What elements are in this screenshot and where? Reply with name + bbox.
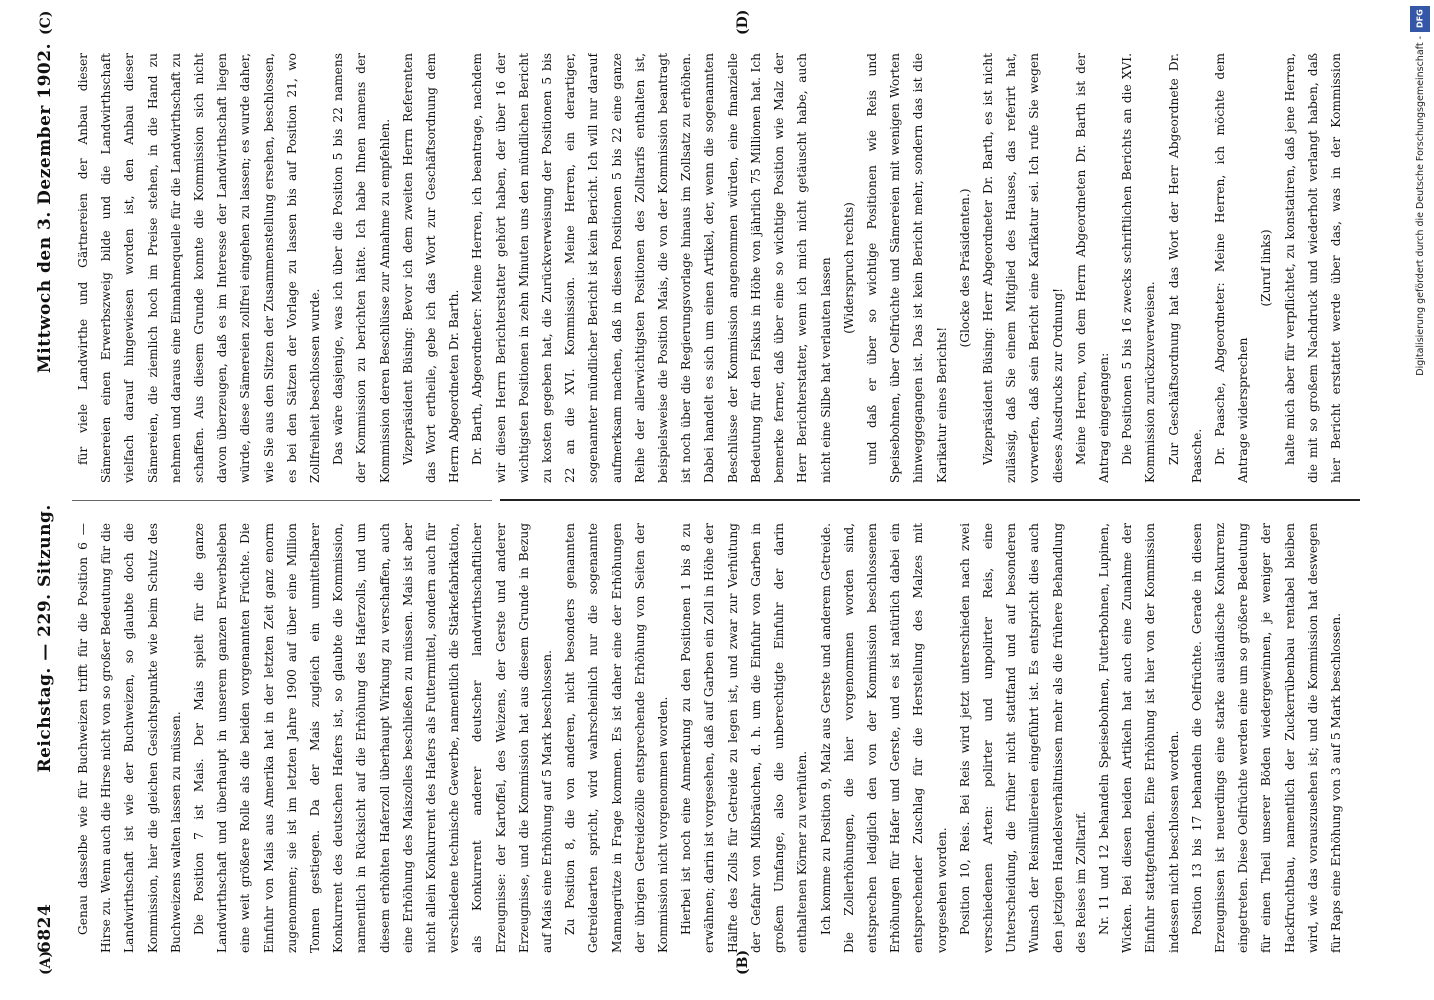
margin-marker-d: (D) bbox=[735, 9, 751, 35]
page-header bbox=[30, 43, 60, 953]
digitization-credit-text: Digitalisierung gefördert durch die Deutsche Forschungsgemeinschaft - bbox=[1414, 36, 1426, 376]
paragraph bbox=[1348, 523, 1352, 953]
right-column bbox=[72, 53, 1352, 483]
rotated-document-page bbox=[0, 9, 1400, 975]
paragraph: halte mich aber für verpflichtet, zu konstatiren, daß jene Herren, die mit so großem Nachdruck und wiederholt verlangt haben, daß hier Bericht erstattet werde über das, was in der Kommission bbox=[1282, 53, 1343, 483]
paragraph: Zur Geschäftsordnung hat das Wort der Herr Abgeordnete Dr. Paasche. bbox=[1166, 53, 1204, 483]
paragraph: Dr. Paasche, Abgeordneter: Meine Herren, ich möchte dem Antrage widersprechen bbox=[1212, 53, 1251, 483]
quoted-motion: Die Positionen 5 bis 16 zwecks schriftlichen Berichts an die XVI. Kommission zurückzuverweisen. bbox=[1120, 53, 1158, 483]
digitization-credit bbox=[1408, 6, 1432, 996]
paragraph: für viele Landwirthe und Gärtnereien der Anbau dieser Sämereien einen Erwerbszweig bilde und die Landwirthschaft vielfach darauf hingewiesen worden ist, den Anbau dieser Sämereien, die ziemlich hoch im Preise stehen, in die Hand zu nehmen und daraus eine Einnahmequelle für die Landwirthschaft zu schaffen. Aus diesem Grunde konnte die Kommission sich nicht davon überzeugen, daß es im Interesse der Landwirthschaft liegen würde, diese Sämereien zollfrei eingehen zu lassen; es wurde daher, wie Sie aus den Sitzen der Zusammenstellung ersehen, beschlossen, es bei den Sätzen der Vorlage zu lassen bis auf Position 21, wo Zollfreiheit beschlossen wurde. bbox=[76, 53, 323, 483]
paragraph: Vizepräsident Büsing: Bevor ich dem zweiten Herrn Referenten das Wort ertheile, gebe ich das Wort zur Geschäftsordnung dem Herrn Abgeordneten Dr. Barth. bbox=[400, 53, 462, 483]
session-title: Reichstag. — 229. Sitzung. bbox=[35, 504, 55, 773]
paragraph: Hierbei ist noch eine Anmerkung zu den Positionen 1 bis 8 zu erwähnen; darin ist vorgesehen, daß auf Garben ein Zoll in Höhe der Hälfte des Zolls für Getreide zu legen ist, und zwar zur Verhütung der Gefahr von Mißbräuchen, d. h. um die Einfuhr von Garben in großem Umfange, also die unberechtigte Einfuhr der darin enthaltenen Körner zu verhüten. bbox=[679, 523, 810, 953]
column-divider bbox=[500, 499, 1360, 501]
paragraph: Ich komme zu Position 9, Malz aus Gerste und anderem Getreide. Die Zollerhöhungen, die hier vorgenommen worden sind, entsprechen lediglich den von der Kommission beschlossenen Erhöhungen für Hafer und Gerste, und es ist natürlich dabei ein entsprechender Zuschlag für die Herstellung des Malzes mit vorgesehen worden. bbox=[818, 523, 949, 953]
interjection: (Zuruf links) bbox=[1259, 229, 1274, 307]
paragraph: Position 13 bis 17 behandeln die Oelfrüchte. Gerade in diesen Erzeugnissen ist neuerdings eine starke ausländische Konkurrenz eingetreten. Diese Oelfrüchte werden eine um so größere Bedeutung für einen Theil unserer Böden wiedergewinnen, je weniger der Hackfruchtbau, namentlich der Zuckerrübenbau rentabel bleiben wird, wie das vorauszusehen ist; und die Kommission hat deswegen für Raps eine Erhöhung von 3 auf 5 Mark beschlossen. bbox=[1189, 523, 1343, 953]
margin-marker-b: (B) bbox=[735, 949, 751, 975]
paragraph: Meine Herren, von dem Herrn Abgeordneten Dr. Barth ist der Antrag eingegangen: bbox=[1073, 53, 1111, 483]
paragraph: Genau dasselbe wie für Buchweizen trifft für die Position 6 — Hirse zu. Wenn auch die Hirse nicht von so großer Bedeutung für die Landwirthschaft ist wie der Buchweizen, so glaubte doch die Kommission, hier die gleichen Gesichtspunkte wie beim Schutz des Buchweizens walten lassen zu müssen. bbox=[76, 523, 183, 953]
left-column bbox=[72, 523, 1352, 953]
margin-marker-c: (C) bbox=[38, 10, 54, 35]
interjection: (Widerspruch rechts) bbox=[841, 202, 856, 334]
column-rule-top bbox=[72, 500, 492, 501]
paragraph: Position 10, Reis. Bei Reis wird jetzt unterschieden nach zwei verschiedenen Arten: polirter und unpolirter Reis, eine Unterscheidung, die früher nicht stattfand und auf besonderen Wunsch der Reismüllereien eingeführt ist. Es entspricht dies auch den jetzigen Handelsverhältnissen mehr als die frühere Behandlung des Reises im Zolltarif. bbox=[957, 523, 1088, 953]
interjection: (Glocke des Präsidenten.) bbox=[957, 188, 972, 348]
session-date: Mittwoch den 3. Dezember 1902. bbox=[35, 43, 55, 374]
paragraph: Das wäre dasjenige, was ich über die Position 5 bis 22 namens der Kommission zu berichten hätte. Ich habe Ihnen namens der Kommission deren Beschlüsse zur Annahme zu empfehlen. bbox=[331, 53, 392, 483]
paragraph: und daß er über so wichtige Positionen wie Reis und Speisebohnen, über Oelfrüchte und Sämereien mit wenigen Worten hinweggegangen ist. Das ist kein Bericht mehr, sondern das ist die Karikatur eines Berichts! bbox=[864, 53, 949, 483]
page-number: 6824 bbox=[35, 903, 55, 953]
paragraph: Dr. Barth, Abgeordneter: Meine Herren, ich beantrage, nachdem wir diesen Herrn Berichterstatter gehört haben, der über 16 der wichtigsten Positionen in zehn Minuten uns den mündlichen Bericht zu kosten gegeben hat, die Zurückverweisung der Positionen 5 bis 22 an die XVI. Kommission. Meine Herren, ein derartiger, sogenannter mündlicher Bericht ist kein Bericht. Ich will nur darauf aufmerksam machen, daß in diesen Positionen 5 bis 22 eine ganze Reihe der allerwichtigsten Positionen des Zolltarifs enthalten ist, beispielsweise die Position Mais, die von der Kommission beantragt ist noch über die Regierungsvorlage hinaus im Zollsatz zu erhöhen. Dabei handelt es sich um einen Artikel, der, wenn die sogenannten Beschlüsse der Kommission angenommen würden, eine finanzielle Bedeutung für den Fiskus in Höhe von jährlich 75 Millionen hat. Ich bemerke ferner, daß über eine so wichtige Position wie Malz der Herr Berichterstatter, wenn ich mich nicht getäuscht habe, auch nicht eine Silbe hat verlauten lassen bbox=[470, 53, 833, 483]
paragraph: Zu Position 8, die von anderen, nicht besonders genannten Getreidearten spricht, wird wahrscheinlich nur die sogenannte Mannagrütze in Frage kommen. Es ist daher eine der Erhöhungen der übrigen Getreidezölle entsprechende Erhöhung von Seiten der Kommission nicht vorgenommen worden. bbox=[563, 523, 671, 953]
paragraph: Die Position 7 ist Mais. Der Mais spielt für die ganze Landwirthschaft und überhaupt in unserem ganzen Erwerbsleben eine weit größere Rolle als die beiden vorgenannten Früchte. Die Einfuhr von Mais aus Amerika hat in der letzten Zeit ganz enorm zugenommen; sie ist im letzten Jahre 1900 auf über eine Million Tonnen gestiegen. Da der Mais zugleich ein unmittelbarer Konkurrent des deutschen Hafers ist, so glaubte die Kommission, namentlich in Rücksicht auf die Erhöhung des Haferzolls, und um diesem erhöhten Haferzoll überhaupt Wirkung zu verschaffen, auch eine Erhöhung des Maiszolles beschließen zu müssen. Mais ist aber nicht allein Konkurrent des Hafers als Futtermittel, sondern auch für verschiedene technische Gewerbe, namentlich die Stärkefabrikation, als Konkurrent anderer deutscher landwirthschaftlicher Erzeugnisse: der Kartoffel, des Weizens, der Gerste und anderer Erzeugnisse, und die Kommission hat aus diesem Grunde in Bezug auf Mais eine Erhöhung auf 5 Mark beschlossen. bbox=[192, 523, 555, 953]
paragraph: Vizepräsident Büsing: Herr Abgeordneter Dr. Barth, es ist nicht zulässig, daß Sie einem Mitglied des Hauses, das referirt hat, vorwerfen, daß sein Bericht eine Karikatur sei. Ich rufe Sie wegen dieses Ausdrucks zur Ordnung! bbox=[980, 53, 1065, 483]
paragraph: Nr. 11 und 12 behandeln Speisebohnen, Futterbohnen, Lupinen, Wicken. Bei diesen beiden Artikeln hat auch eine Zunahme der Einfuhr stattgefunden. Eine Erhöhung ist hier von der Kommission indessen nicht beschlossen worden. bbox=[1096, 523, 1181, 953]
dfg-logo: DFG bbox=[1410, 6, 1430, 32]
margin-marker-a: (A) bbox=[38, 950, 54, 975]
